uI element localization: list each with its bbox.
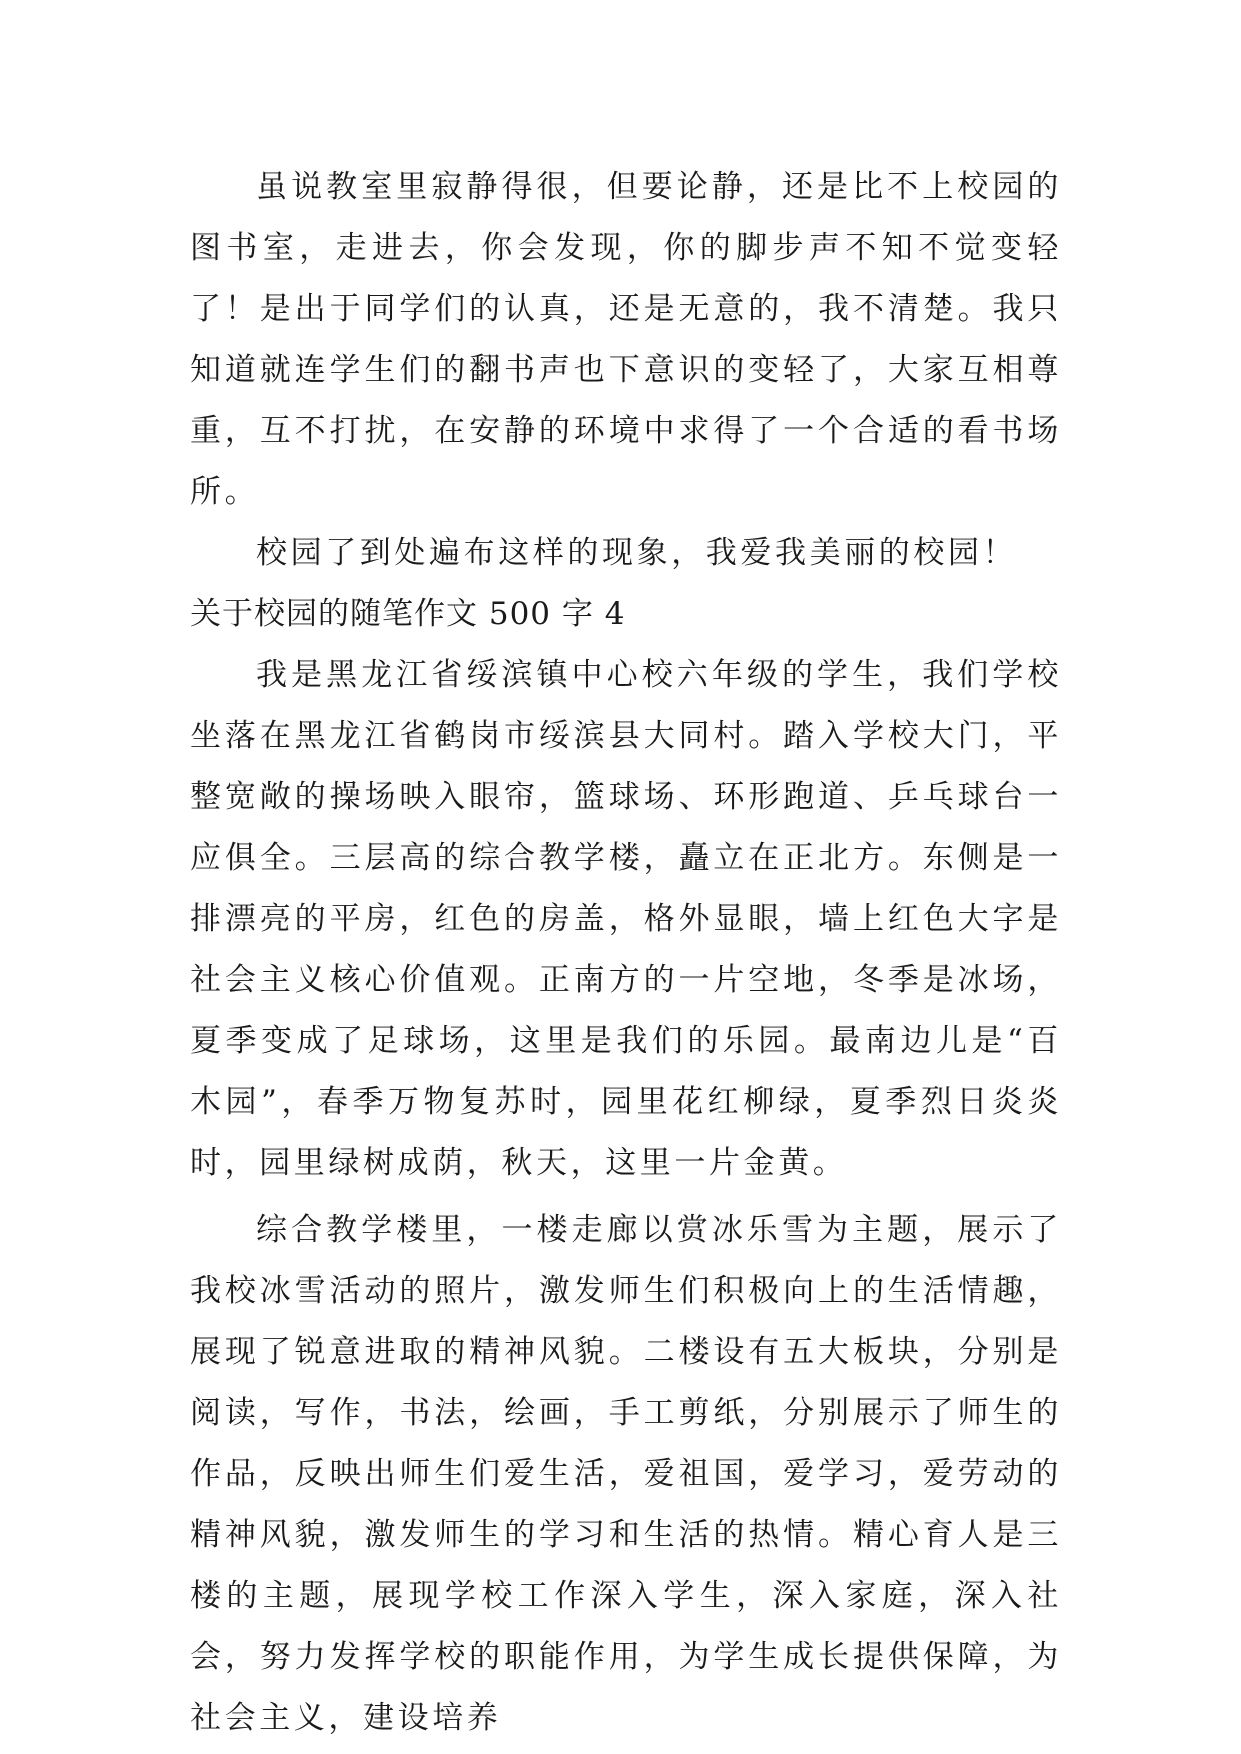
document-body (190, 157, 1062, 1749)
paragraph-school-intro: 我是黑龙江省绥滨镇中心校六年级的学生，我们学校坐落在黑龙江省鹤岗市绥滨县大同村。踏入学校大门，平整宽敞的操场映入眼帘，篮球场、环形跑道、乒乓球台一应俱全。三层高的综合教学楼，矗立在正北方。东侧是一排漂亮的平房，红色的房盖，格外显眼，墙上红色大字是社会主义核心价值观。正南方的一片空地，冬季是冰场，夏季变成了足球场，这里是我们的乐园。最南边儿是“百木园”，春季万物复苏时，园里花红柳绿，夏季烈日炎炎时，园里绿树成荫，秋天，这里一片金黄。 (190, 657, 1062, 1181)
paragraph-teaching-building: 综合教学楼里，一楼走廊以赏冰乐雪为主题，展示了我校冰雪活动的照片，激发师生们积极向上的生活情趣，展现了锐意进取的精神风貌。二楼设有五大板块，分别是阅读，写作，书法，绘画，手工剪纸，分别展示了师生的作品，反映出师生们爱生活，爱祖国，爱学习，爱劳动的精神风貌，激发师生的学习和生活的热情。精心育人是三楼的主题，展现学校工作深入学生，深入家庭，深入社会，努力发挥学校的职能作用，为学生成长提供保障，为社会主义，建设培养 (190, 1212, 1062, 1736)
paragraph-library: 虽说教室里寂静得很，但要论静，还是比不上校园的图书室，走进去，你会发现，你的脚步声不知不觉变轻了！是出于同学们的认真，还是无意的，我不清楚。我只知道就连学生们的翻书声也下意识的变轻了，大家互相尊重，互不打扰，在安静的环境中求得了一个合适的看书场所。 (190, 169, 1062, 510)
essay-heading: 关于校园的随笔作文 500 字 4 (190, 596, 626, 632)
paragraph-love-campus: 校园了到处遍布这样的现象，我爱我美丽的校园！ (256, 535, 1018, 571)
